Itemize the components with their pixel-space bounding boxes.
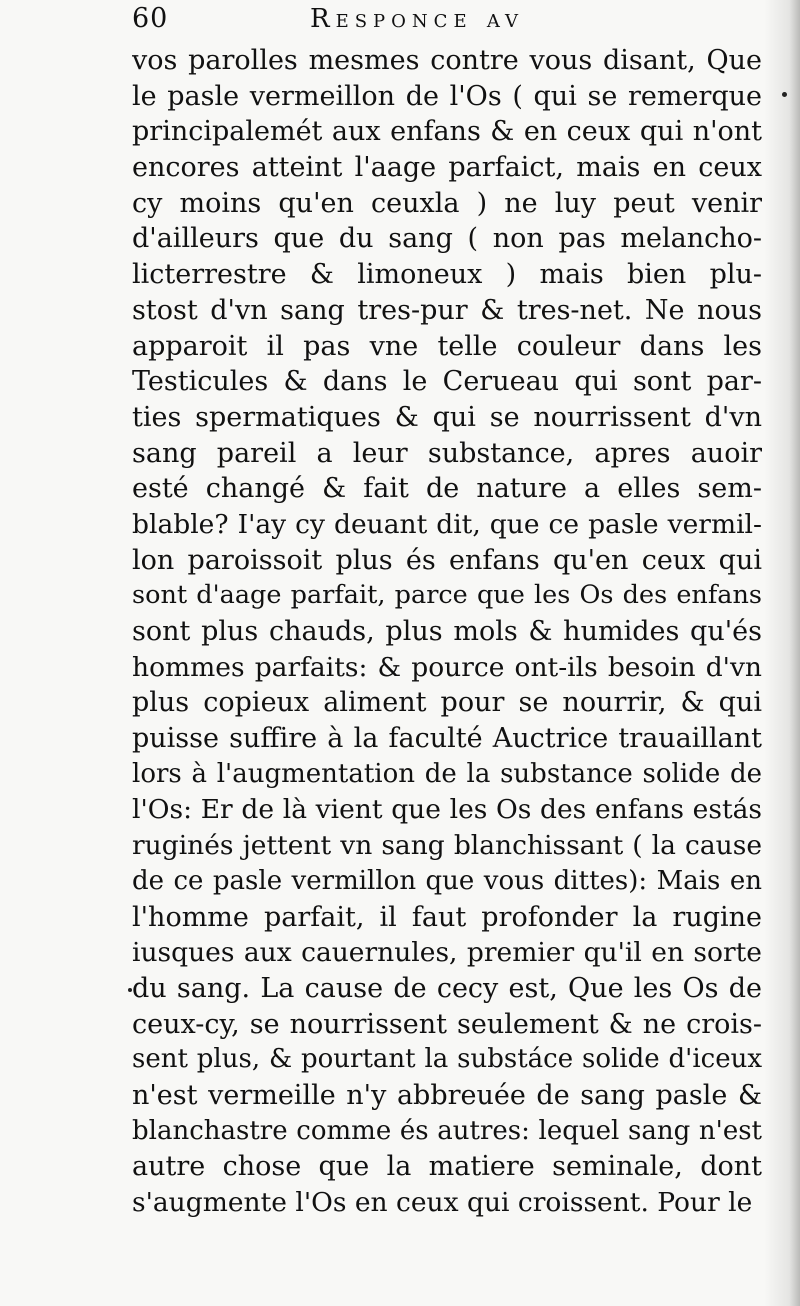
text-line: iusques aux cauernules, premier qu'il en sorte xyxy=(132,937,762,969)
text-line: esté changé & fait de nature a elles sem- xyxy=(132,473,762,505)
body-text xyxy=(132,43,762,1221)
text-line: s'augmente l'Os en ceux qui croissent. Pour le xyxy=(132,1187,753,1218)
text-line: le pasle vermeillon de l'Os ( qui se remerque xyxy=(132,80,762,112)
text-line: Testicules & dans le Cerueau qui sont par- xyxy=(132,366,762,398)
text-line: ties spermatiques & qui se nourrissent d'vn xyxy=(132,401,762,433)
running-head: Responce av xyxy=(310,4,524,34)
text-line: plus copieux aliment pour se nourrir, & qui xyxy=(132,687,762,719)
text-line: blanchastre comme és autres: lequel sang n'est xyxy=(132,1115,762,1146)
text-line: sent plus, & pourtant la substáce solide d'iceux xyxy=(132,1044,762,1075)
text-line: de ce pasle vermillon que vous dittes): Mais en xyxy=(132,865,762,896)
ink-speck xyxy=(128,988,132,992)
text-line: d'ailleurs que du sang ( non pas melancho- xyxy=(132,223,762,255)
text-line: ruginés jettent vn sang blanchissant ( la cause xyxy=(132,830,762,862)
text-line: du sang. La cause de cecy est, Que les Os de xyxy=(132,972,762,1004)
text-line: ceux-cy, se nourrissent seulement & ne crois- xyxy=(132,1008,762,1040)
text-line: blable? I'ay cy deuant dit, que ce pasle vermil- xyxy=(132,508,762,540)
text-line: cy moins qu'en ceuxla ) ne luy peut venir xyxy=(132,187,762,219)
text-line: sont plus chauds, plus mols & humides qu'és xyxy=(132,616,762,647)
text-line: sont d'aage parfait, parce que les Os des enfans xyxy=(132,580,762,611)
text-line: lon paroissoit plus és enfans qu'en ceux qui xyxy=(132,544,762,576)
text-line: apparoit il pas vne telle couleur dans les xyxy=(132,330,762,362)
text-line: encores atteint l'aage parfaict, mais en ceux xyxy=(132,152,762,184)
text-line: puisse suffire à la faculté Auctrice trauaillant xyxy=(132,723,762,755)
text-line: stost d'vn sang tres-pur & tres-net. Ne nous xyxy=(132,294,762,326)
ink-speck xyxy=(782,92,787,97)
text-line: autre chose que la matiere seminale, dont xyxy=(132,1151,762,1183)
page-header xyxy=(132,0,772,42)
text-line: n'est vermeille n'y abbreuée de sang pasle & xyxy=(132,1079,762,1111)
text-line: lors à l'augmentation de la substance solide de xyxy=(132,758,762,789)
page-edge-shadow xyxy=(764,0,800,1306)
text-line: l'homme parfait, il faut profonder la rugine xyxy=(132,901,762,933)
text-line: l'Os: Er de là vient que les Os des enfans estás xyxy=(132,794,762,826)
text-line: vos parolles mesmes contre vous disant, Que xyxy=(132,45,762,76)
text-line: principalemét aux enfans & en ceux qui n'ont xyxy=(132,116,762,148)
text-line: hommes parfaits: & pource ont-ils besoin d'vn xyxy=(132,651,762,683)
text-line: licterrestre & limoneux ) mais bien plu- xyxy=(132,259,762,291)
text-line: sang pareil a leur substance, apres auoir xyxy=(132,437,762,469)
page-number: 60 xyxy=(132,3,169,34)
